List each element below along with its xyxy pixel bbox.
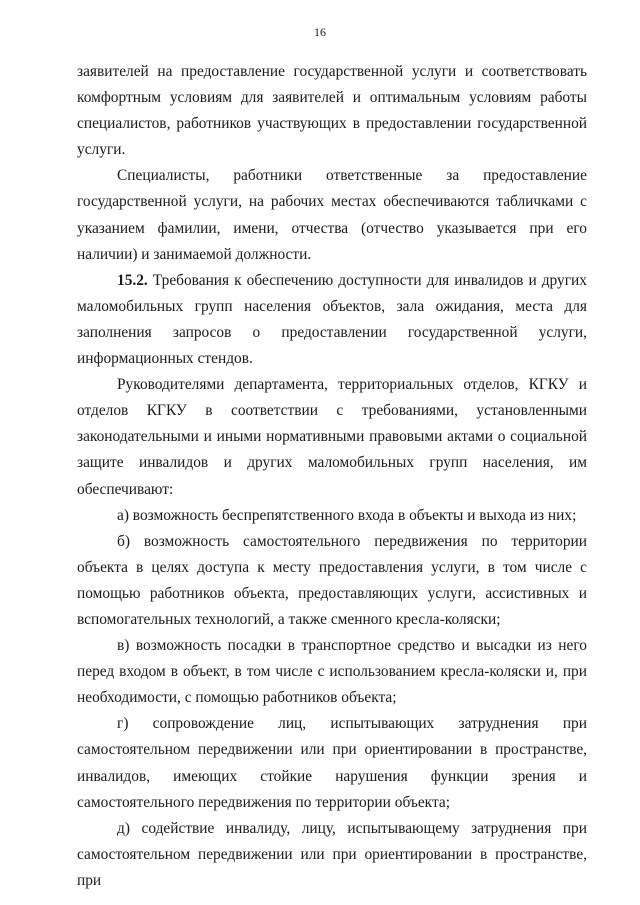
section-number: 15.2. (117, 271, 148, 289)
paragraph-text: г) сопровождение лиц, испытывающих затруднения при самостоятельном передвижении или при ориентировании в пространстве, инвалидов, имеющих стойкие нарушения функции зрения и самостоятельного передвижения по территории объекта; (77, 715, 587, 811)
paragraph-specialists (77, 163, 587, 267)
paragraph-text: д) содействие инвалиду, лицу, испытывающему затруднения при самостоятельном передвижении или при ориентировании в пространстве, при (77, 819, 587, 889)
document-body (77, 59, 587, 894)
paragraph-continuation (77, 59, 587, 163)
paragraph-text: Специалисты, работники ответственные за предоставление государственной услуги, на рабочих местах обеспечиваются табличками с указанием фамилии, имени, отчества (отчество указывается при его наличии) и занимаемой должности. (77, 167, 587, 263)
list-item-v (77, 633, 587, 711)
paragraph-section-15-2 (77, 268, 587, 372)
list-item-g (77, 711, 587, 815)
paragraph-managers (77, 372, 587, 502)
paragraph-text: заявителей на предоставление государственной услуги и соответствовать комфортным условиям для заявителей и оптимальным условиям работы специалистов, работников участвующих в предоставлении государственной услуги. (77, 63, 587, 159)
list-item-b (77, 529, 587, 633)
list-item-d (77, 816, 587, 894)
paragraph-text: а) возможность беспрепятственного входа в объекты и выхода из них; (117, 506, 577, 524)
paragraph-text: Руководителями департамента, территориальных отделов, КГКУ и отделов КГКУ в соответствии с требованиями, установленными законодательными и иными нормативными правовыми актами о социальной защите инвалидов и других маломобильных групп населения, им обеспечивают: (77, 376, 587, 498)
paragraph-text: б) возможность самостоятельного передвижения по территории объекта в целях доступа к месту предоставления услуги, в том числе с помощью работников объекта, предоставляющих услуги, ассистивных и вспомогательных технологий, а также сменного кресла-коляски; (77, 532, 587, 628)
paragraph-text: Требования к обеспечению доступности для инвалидов и других маломобильных групп населения объектов, зала ожидания, места для заполнения запросов о предоставлении государственной услуги, информационных стендов. (77, 271, 587, 368)
list-item-a (77, 503, 587, 529)
page-number: 16 (314, 25, 326, 39)
paragraph-text: в) возможность посадки в транспортное средство и высадки из него перед входом в объект, в том числе с использованием кресла-коляски и, при необходимости, с помощью работников объекта; (77, 637, 587, 707)
